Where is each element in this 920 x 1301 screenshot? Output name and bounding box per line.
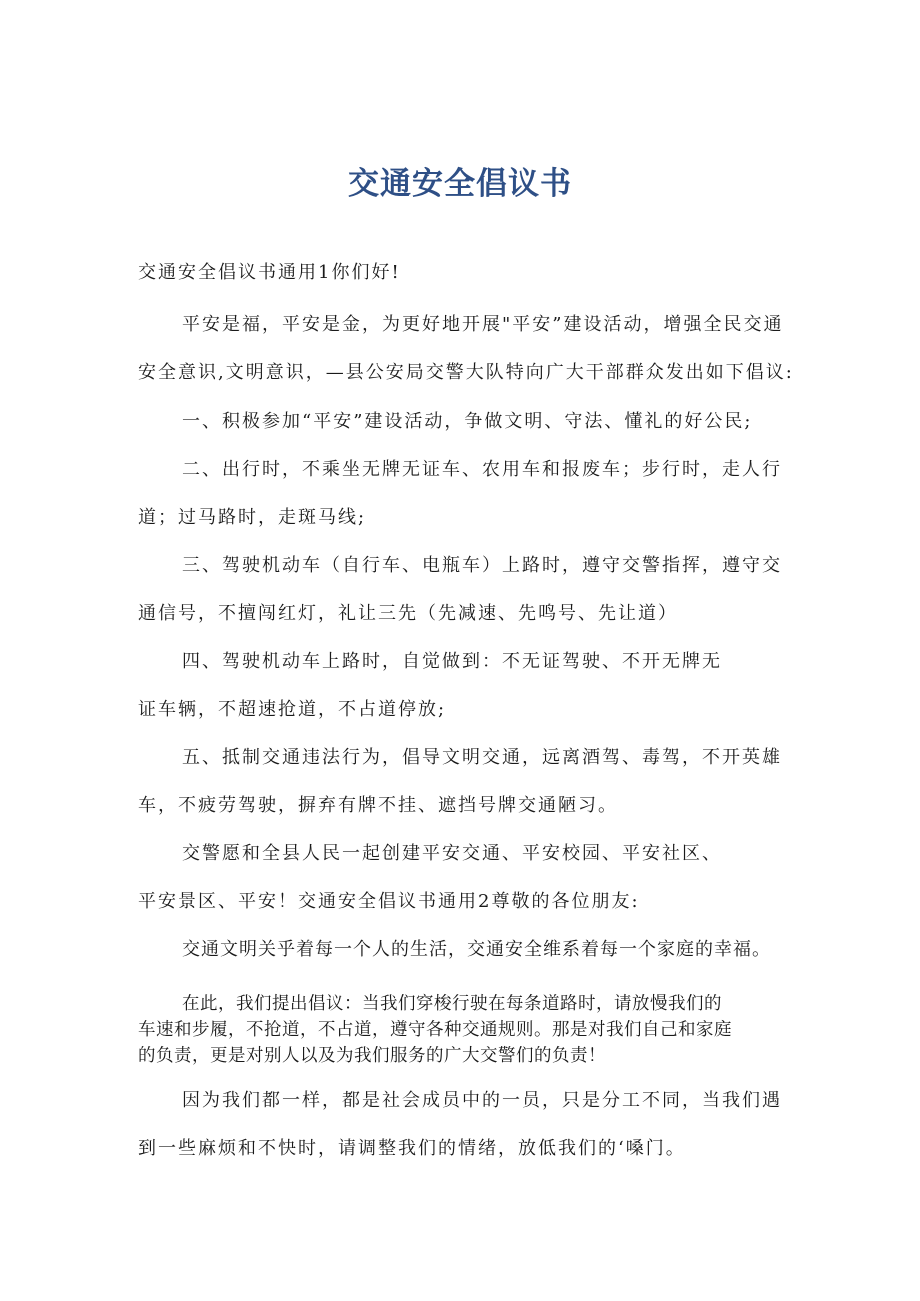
- paragraph-line: 三、驾驶机动车（自行车、电瓶车）上路时，遵守交警指挥，遵守交: [182, 555, 782, 576]
- paragraph-line: 的负责，更是对别人以及为我们服务的广大交警们的负责！: [138, 1046, 606, 1066]
- paragraph-line: 车，不疲劳驾驶，摒弃有牌不挂、遮挡号牌交通陋习。: [138, 795, 618, 816]
- paragraph-line: 四、驾驶机动车上路时，自觉做到：不无证驾驶、不开无牌无: [182, 651, 722, 672]
- paragraph-line: 二、出行时，不乘坐无牌无证车、农用车和报废车；步行时，走人行: [182, 459, 782, 480]
- paragraph-line: 平安是福，平安是金，为更好地开展"平安”建设活动，增强全民交通: [182, 314, 784, 335]
- document-title: 交通安全倡议书: [348, 166, 572, 202]
- greeting-line: 交通安全倡议书通用1你们好!: [138, 262, 401, 283]
- paragraph-line: 因为我们都一样，都是社会成员中的一员，只是分工不同，当我们遇: [182, 1090, 782, 1111]
- paragraph-line: 安全意识,文明意识，—县公安局交警大队特向广大干部群众发出如下倡议:: [138, 362, 794, 383]
- paragraph-line: 一、积极参加“平安”建设活动，争做文明、守法、懂礼的好公民;: [182, 411, 753, 432]
- paragraph-line: 在此，我们提出倡议：当我们穿梭行驶在每条道路时，请放慢我们的: [182, 994, 722, 1014]
- paragraph-line: 车速和步履，不抢道，不占道，遵守各种交通规则。那是对我们自己和家庭: [138, 1020, 732, 1040]
- paragraph-line: 到一些麻烦和不快时，请调整我们的情绪，放低我们的‘嗓门。: [138, 1138, 686, 1159]
- paragraph-line: 道；过马路时，走斑马线;: [138, 507, 367, 528]
- paragraph-line: 交通文明关乎着每一个人的生活，交通安全维系着每一个家庭的幸福。: [182, 939, 771, 960]
- paragraph-line: 五、抵制交通违法行为，倡导文明交通，远离酒驾、毒驾，不开英雄: [182, 747, 782, 768]
- paragraph-line: 平安景区、平安！交通安全倡议书通用2尊敬的各位朋友:: [138, 891, 640, 912]
- paragraph-line: 通信号，不擅闯红灯，礼让三先（先减速、先鸣号、先让道）: [138, 603, 678, 624]
- paragraph-line: 交警愿和全县人民一起创建平安交通、平安校园、平安社区、: [182, 843, 722, 864]
- paragraph-line: 证车辆，不超速抢道，不占道停放;: [138, 699, 447, 720]
